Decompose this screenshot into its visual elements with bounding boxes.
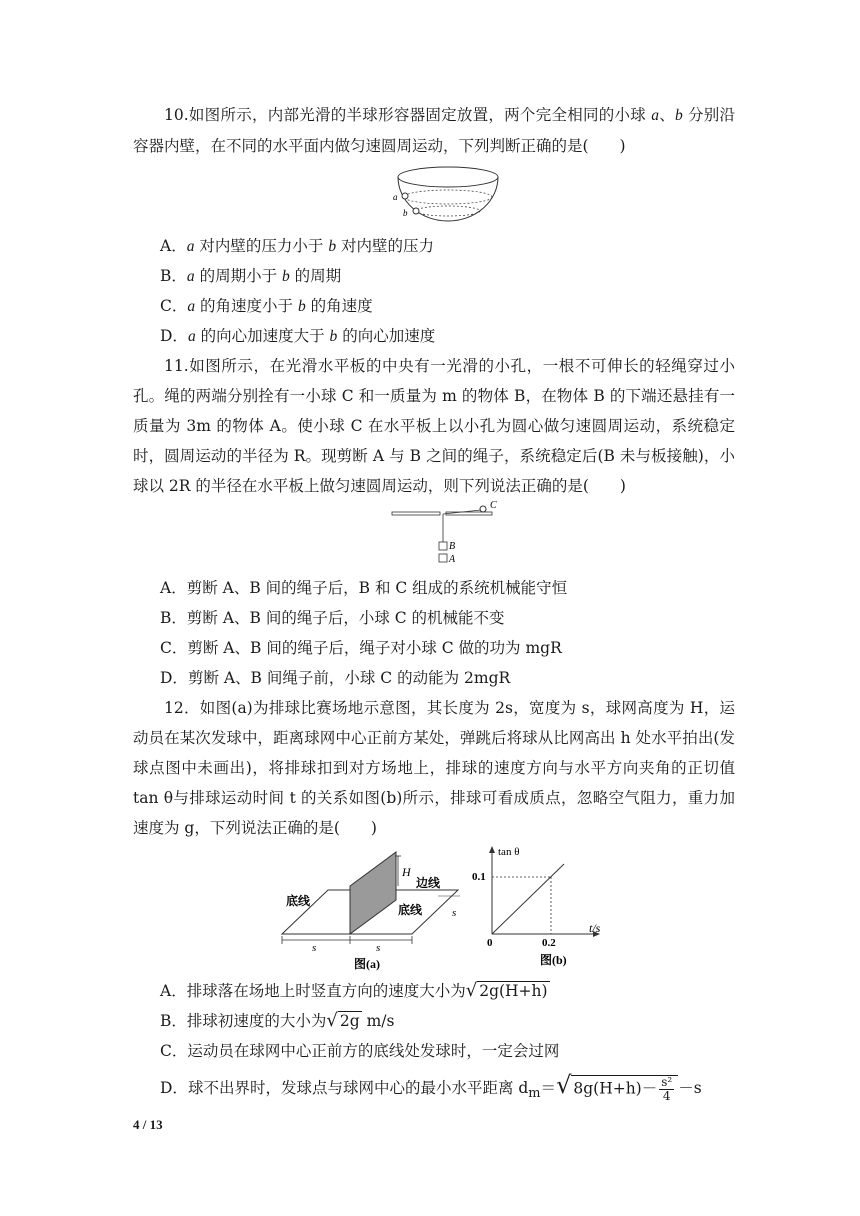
label-a: A: [449, 554, 456, 565]
sqrt-sign: √: [326, 1010, 338, 1031]
block-a: [439, 554, 447, 562]
label-c: C: [490, 500, 497, 511]
caption-b: 图(b): [540, 953, 567, 967]
ball-c: [480, 506, 486, 512]
block-b: [439, 542, 447, 550]
q11-option-b[interactable]: B．剪断 A、B 间的绳子后，小球 C 的机械能不变: [160, 609, 505, 627]
ball-a: [402, 193, 408, 199]
label-baseline-right: 底线: [398, 903, 423, 917]
y-tick-label: 0.1: [472, 871, 486, 883]
x-axis-label: t/s: [589, 921, 601, 935]
label-s3: s: [452, 907, 457, 919]
q12-option-d[interactable]: D．球不出界时，发球点与球网中心的最小水平距离 $d_m=√$ 8g(H+h)－ $\frac{\text{s²}}{4}$ －s: [160, 1071, 702, 1103]
q10-option-a[interactable]: A．a 对内壁的压力小于 b 对内壁的压力: [160, 237, 434, 255]
label-a: a: [393, 192, 398, 202]
q11-option-c[interactable]: C．剪断 A、B 间的绳子后，绳子对小球 C 做的功为 mgR: [160, 639, 562, 657]
question-12-stem: 12．如图(a)为排球比赛场地示意图，其长度为 2s，宽度为 s，球网高度为 H，运动员在某次发球中，距离球网中心正前方某处，弹跳后将球从比网高出 h 处水平拍出(发球点图中未画出)，将排球扣到对方场地上，排球的速度方向与水平方向夹角的正切值 tan θ与排球运动时间 t 的关系如图(b)所示，排球可看成质点，忽略空气阻力，重力加速度为 g，下列说法正确的是( ): [133, 699, 735, 837]
page-number: 4 / 13: [133, 1117, 163, 1132]
q11-option-d[interactable]: D．剪断 A、B 间绳子前，小球 C 的动能为 2mgR: [160, 669, 511, 687]
tan-theta-graph-figure: [472, 842, 614, 970]
radicand: 8g(H+h)－ $\frac{\text{s²}}{4}$: [571, 1075, 678, 1103]
q10-option-d[interactable]: D．a 的向心加速度大于 b 的向心加速度: [160, 327, 436, 345]
label-baseline-left: 底线: [286, 894, 311, 908]
sqrt-sign: √: [465, 980, 478, 1001]
x-tick-label: 0.2: [542, 937, 556, 949]
hemisphere-bowl-figure: [388, 163, 504, 225]
pulley-board-figure: [388, 496, 504, 570]
question-10-stem: 10.如图所示，内部光滑的半球形容器固定放置，两个完全相同的小球 a、b 分别沿容器内壁，在不同的水平面内做匀速圆周运动，下列判断正确的是( ): [133, 106, 735, 155]
q12-option-c[interactable]: C．运动员在球网中心正前方的底线处发球时，一定会过网: [160, 1042, 560, 1060]
caption-a: 图(a): [354, 957, 380, 971]
sqrt-sign: √: [556, 1071, 572, 1099]
label-b: B: [449, 541, 456, 552]
label-s1: s: [312, 942, 317, 954]
q11-option-a[interactable]: A．剪断 A、B 间的绳子后，B 和 C 组成的系统机械能守恒: [160, 579, 568, 597]
y-axis-label: tan θ: [498, 846, 520, 858]
volleyball-court-figure: [278, 852, 474, 970]
tan-theta-line: [492, 864, 564, 934]
origin-label: 0: [487, 937, 493, 949]
q10-option-b[interactable]: B．a 的周期小于 b 的周期: [160, 267, 342, 285]
question-11-stem: 11.如图所示，在光滑水平板的中央有一光滑的小孔，一根不可伸长的轻绳穿过小孔。绳的两端分别拴有一小球 C 和一质量为 m 的物体 B，在物体 B 的下端还悬挂有一质量为 3m 的物体 A。使小球 C 在水平板上以小孔为圆心做匀速圆周运动，系统稳定时，圆周运动的半径为 R。现剪断 A 与 B 之间的绳子，系统稳定后(B 未与板接触)，小球以 2R 的半径在水平板上做匀速圆周运动，则下列说法正确的是( ): [133, 357, 735, 495]
label-s2: s: [376, 942, 381, 954]
label-H: H: [402, 865, 411, 879]
fraction: $\frac{\text{s²}}{4}$: [661, 1074, 673, 1103]
q12-option-b[interactable]: B．排球初速度的大小为√ 2g m/s: [160, 1010, 395, 1031]
q10-option-c[interactable]: C．a 的角速度小于 b 的角速度: [160, 297, 373, 315]
ball-b: [413, 208, 419, 214]
label-sideline: 边线: [416, 876, 441, 890]
q12-option-a[interactable]: A．排球落在场地上时竖直方向的速度大小为√ 2g(H+h): [160, 980, 548, 1001]
label-b: b: [403, 208, 408, 218]
